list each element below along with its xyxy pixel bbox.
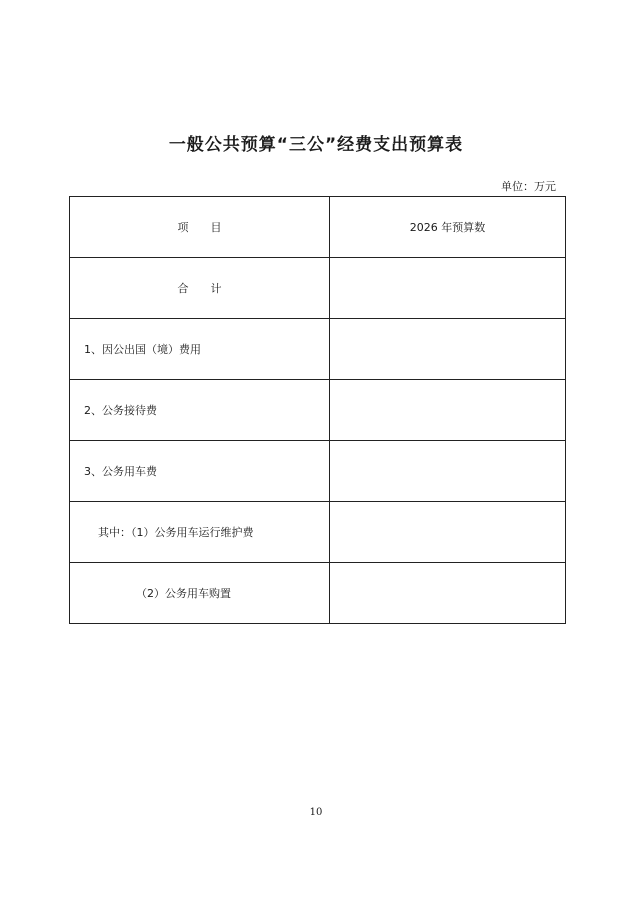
- unit-label: 单位：万元: [501, 180, 556, 193]
- table-row: [70, 258, 566, 319]
- row-value-total: [330, 258, 566, 319]
- table-row: [70, 502, 566, 563]
- budget-table: [69, 196, 566, 624]
- table-row: [70, 319, 566, 380]
- row-item-vehicle-maintenance: 其中：（1）公务用车运行维护费: [70, 502, 330, 563]
- row-value-reception: [330, 380, 566, 441]
- document-title: 一般公共预算“三公”经费支出预算表: [168, 135, 464, 155]
- table-row: [70, 380, 566, 441]
- row-item-total: 合 计: [70, 258, 330, 319]
- table-row: [70, 441, 566, 502]
- page-number: 10: [309, 807, 323, 818]
- row-value-vehicle-purchase: [330, 563, 566, 624]
- row-item-reception: 2、公务接待费: [70, 380, 330, 441]
- table-row: [70, 563, 566, 624]
- row-value-overseas-travel: [330, 319, 566, 380]
- row-item-vehicle-purchase: （2）公务用车购置: [70, 563, 330, 624]
- header-budget-2026: 2026 年预算数: [330, 197, 566, 258]
- row-item-overseas-travel: 1、因公出国（境）费用: [70, 319, 330, 380]
- row-item-vehicle: 3、公务用车费: [70, 441, 330, 502]
- row-value-vehicle-maintenance: [330, 502, 566, 563]
- table-header-row: [70, 197, 566, 258]
- row-value-vehicle: [330, 441, 566, 502]
- header-item: 项 目: [70, 197, 330, 258]
